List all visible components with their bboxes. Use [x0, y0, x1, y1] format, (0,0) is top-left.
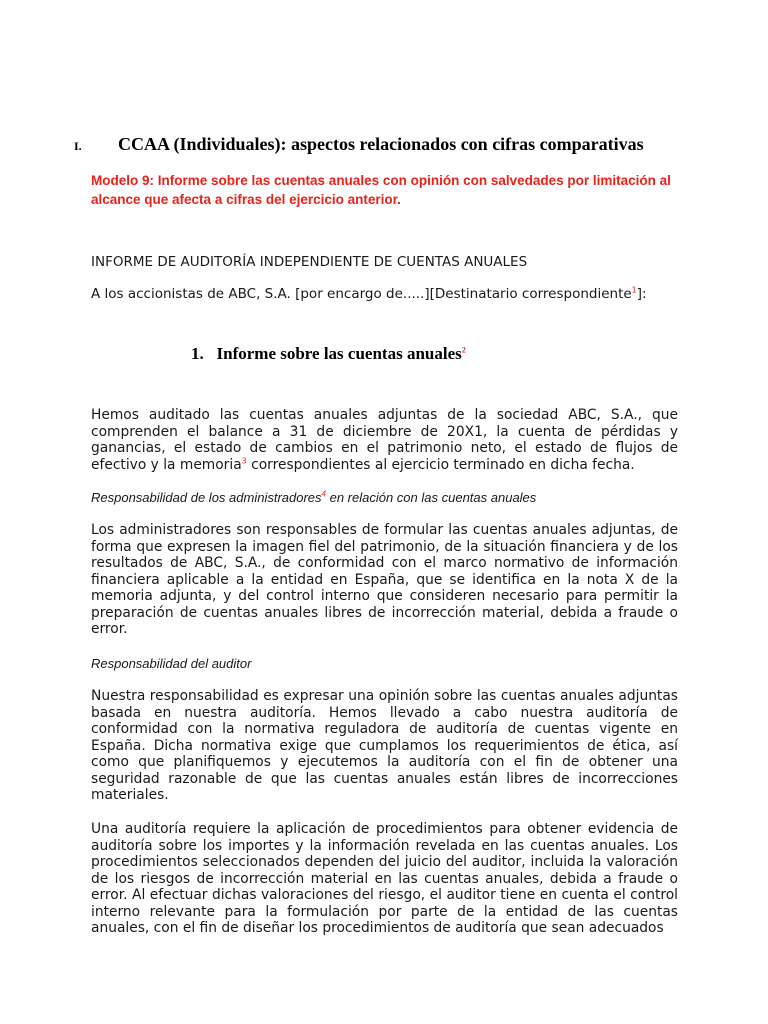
subsection-title: [191, 344, 466, 364]
heading-auditor-responsibility: Responsabilidad del auditor: [91, 656, 252, 671]
footnote-ref-2[interactable]: 2: [461, 345, 466, 355]
footnote-ref-1[interactable]: 1: [631, 285, 637, 295]
heading-text: Responsabilidad de los administradores: [91, 490, 322, 505]
footnote-ref-4[interactable]: 4: [321, 489, 326, 499]
paragraph-text: Hemos auditado las cuentas anuales adjuntas de la sociedad ABC, S.A., que comprenden el balance a 31 de diciembre de 20X1, la cuenta de pérdidas y ganancias, el estado de cambios en el patrimonio neto, el estado de flujos de efectivo y la memoria: [91, 407, 678, 473]
heading-admin-responsibility: [91, 490, 536, 505]
paragraph-audit-procedures: Una auditoría requiere la aplicación de procedimientos para obtener evidencia de auditoría sobre los importes y la información revelada en las cuentas anuales. Los procedimientos seleccionados dependen del juicio del auditor, incluida la valoración de los riesgos de incorrección material en las cuentas anuales, debida a fraude o error. Al efectuar dichas valoraciones del riesgo, el auditor tiene en cuenta el control interno relevante para la formulación por parte de la entidad de las cuentas anuales, con el fin de diseñar los procedimientos de auditoría que sean adecuados: [91, 821, 678, 936]
paragraph-admin-responsibility: Los administradores son responsables de formular las cuentas anuales adjuntas, de forma que expresen la imagen fiel del patrimonio, de la situación financiera y de los resultados de ABC, S.A., de conformidad con el marco normativo de información financiera aplicable a la entidad en España, que se identifica en la nota X de la memoria adjunta, y del control interno que consideren necesario para permitir la preparación de cuentas anuales libres de incorrección material, debida a fraude o error.: [91, 522, 678, 637]
subsection-title-text: 1. Informe sobre las cuentas anuales: [191, 344, 462, 363]
section-number: I.: [74, 139, 82, 153]
report-addressee: [91, 286, 647, 302]
section-title: CCAA (Individuales): aspectos relacionados con cifras comparativas: [118, 134, 644, 154]
report-heading: INFORME DE AUDITORÍA INDEPENDIENTE DE CUENTAS ANUALES: [91, 254, 528, 270]
addressee-close: ]:: [636, 286, 647, 302]
addressee-text: A los accionistas de ABC, S.A. [por encargo de.....][Destinatario correspondiente: [91, 286, 632, 302]
paragraph-audited-accounts: [91, 407, 678, 473]
modelo-title: Modelo 9: Informe sobre las cuentas anuales con opinión con salvedades por limitación al alcance que afecta a cifras del ejercicio anterior.: [91, 173, 671, 207]
paragraph-auditor-responsibility: Nuestra responsabilidad es expresar una opinión sobre las cuentas anuales adjuntas basada en nuestra auditoría. Hemos llevado a cabo nuestra auditoría de conformidad con la normativa reguladora de auditoría de cuentas vigente en España. Dicha normativa exige que cumplamos los requerimientos de ética, así como que planifiquemos y ejecutemos la auditoría con el fin de obtener una seguridad razonable de que las cuentas anuales están libres de incorrecciones materiales.: [91, 688, 678, 803]
footnote-ref-3[interactable]: 3: [241, 455, 247, 465]
paragraph-text-cont: correspondientes al ejercicio terminado en dicha fecha.: [246, 456, 635, 473]
heading-text-cont: en relación con las cuentas anuales: [325, 490, 537, 505]
